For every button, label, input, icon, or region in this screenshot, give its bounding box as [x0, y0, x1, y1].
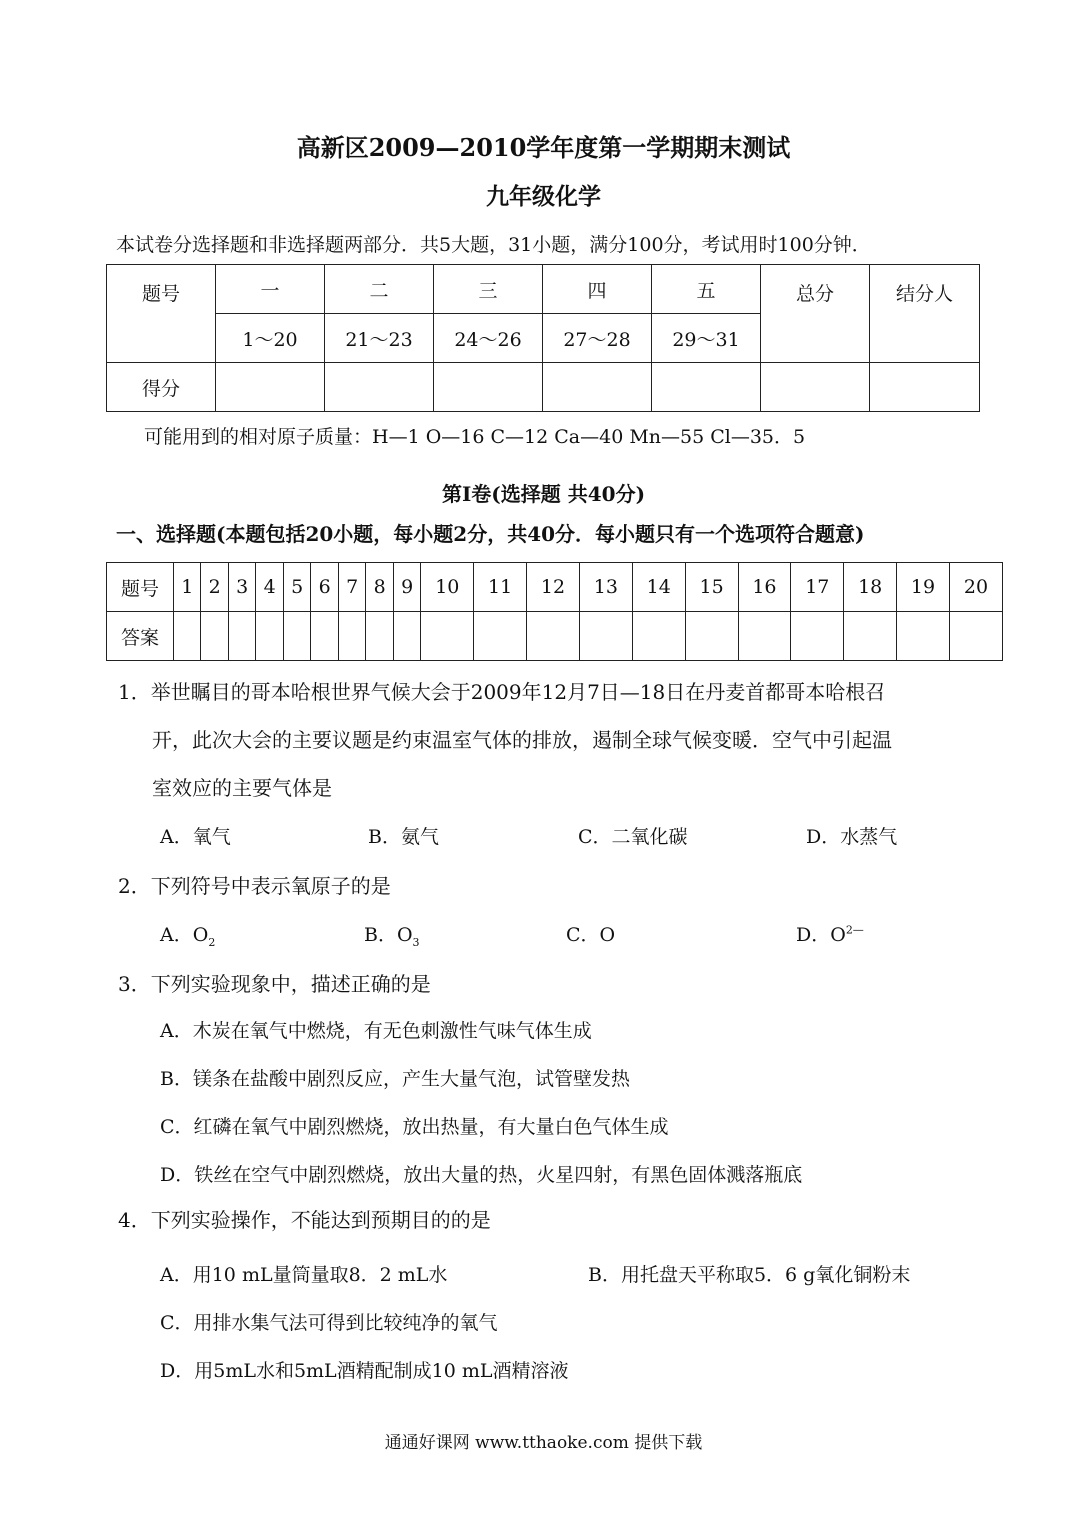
- answer-cell[interactable]: [366, 612, 393, 661]
- answer-table-number: 6: [311, 563, 338, 612]
- score-input-cell[interactable]: [325, 363, 434, 412]
- option-text: D．O: [796, 924, 846, 946]
- score-table-cell: 二: [325, 265, 434, 314]
- question-3-option-b[interactable]: B．镁条在盐酸中剧烈反应，产生大量气泡，试管壁发热: [160, 1068, 630, 1090]
- score-table: [106, 264, 980, 412]
- answer-cell[interactable]: [844, 612, 897, 661]
- answer-cell[interactable]: [311, 612, 338, 661]
- answer-table-number: 1: [174, 563, 201, 612]
- score-input-cell[interactable]: [870, 363, 980, 412]
- exam-subtitle: 九年级化学: [486, 183, 601, 210]
- answer-cell[interactable]: [256, 612, 283, 661]
- answer-cell[interactable]: [338, 612, 365, 661]
- answer-cell[interactable]: [949, 612, 1002, 661]
- section-instruction: 一、选择题(本题包括20小题，每小题2分，共40分．每小题只有一个选项符合题意): [116, 522, 865, 546]
- answer-table-number: 16: [738, 563, 791, 612]
- answer-table-label: 答案: [107, 612, 174, 661]
- question-2-option-d[interactable]: [796, 920, 864, 947]
- atomic-mass-note: 可能用到的相对原子质量：H—1 O—16 C—12 Ca—40 Mn—55 Cl—35．5: [144, 426, 806, 448]
- score-table-cell: 三: [434, 265, 543, 314]
- answer-table-number: 3: [228, 563, 255, 612]
- score-table-cell: 21～23: [325, 314, 434, 363]
- answer-cell[interactable]: [228, 612, 255, 661]
- score-table-cell: 27～28: [543, 314, 652, 363]
- score-table-cell: 29～31: [652, 314, 761, 363]
- score-table-cell: 四: [543, 265, 652, 314]
- answer-table-label: 题号: [107, 563, 174, 612]
- question-3-option-a[interactable]: A．木炭在氧气中燃烧，有无色刺激性气味气体生成: [160, 1020, 592, 1042]
- option-subscript: 3: [412, 935, 420, 949]
- question-1-option-c[interactable]: C．二氧化碳: [578, 826, 688, 848]
- answer-cell[interactable]: [174, 612, 201, 661]
- score-input-cell[interactable]: [216, 363, 325, 412]
- answer-table-number: 11: [474, 563, 527, 612]
- answer-cell[interactable]: [527, 612, 580, 661]
- question-1-line-1: 1．举世瞩目的哥本哈根世界气候大会于2009年12月7日—18日在丹麦首都哥本哈根召: [118, 680, 886, 704]
- score-input-cell[interactable]: [652, 363, 761, 412]
- question-3-option-d[interactable]: D．铁丝在空气中剧烈燃烧，放出大量的热，火星四射，有黑色固体溅落瓶底: [160, 1164, 803, 1186]
- answer-table-number: 2: [201, 563, 228, 612]
- score-table-cell: 结分人: [870, 265, 980, 363]
- answer-table-number: 15: [685, 563, 738, 612]
- answer-table-number: 12: [527, 563, 580, 612]
- answer-table-number: 5: [283, 563, 310, 612]
- option-text: A．O: [160, 924, 209, 946]
- answer-table-number: 9: [393, 563, 420, 612]
- question-2-stem: 2．下列符号中表示氧原子的是: [118, 874, 391, 898]
- question-3-option-c[interactable]: C．红磷在氧气中剧烈燃烧，放出热量，有大量白色气体生成: [160, 1116, 669, 1138]
- question-4-option-b[interactable]: B．用托盘天平称取5．6 g氧化铜粉末: [588, 1264, 911, 1286]
- question-4-option-c[interactable]: C．用排水集气法可得到比较纯净的氧气: [160, 1312, 498, 1334]
- question-1-option-a[interactable]: A．氧气: [160, 826, 231, 848]
- answer-cell[interactable]: [791, 612, 844, 661]
- answer-cell[interactable]: [421, 612, 474, 661]
- score-table-cell: 总分: [761, 265, 870, 363]
- option-text: B．O: [364, 924, 413, 946]
- answer-table-number: 10: [421, 563, 474, 612]
- answer-cell[interactable]: [685, 612, 738, 661]
- score-table-cell: 1～20: [216, 314, 325, 363]
- answer-cell[interactable]: [632, 612, 685, 661]
- score-table-cell: 五: [652, 265, 761, 314]
- exam-intro: 本试卷分选择题和非选择题两部分．共5大题，31小题，满分100分，考试用时100分钟．: [116, 234, 871, 256]
- question-1-line-2: 开，此次大会的主要议题是约束温室气体的排放，遏制全球气候变暖．空气中引起温: [152, 728, 892, 752]
- answer-table-number: 18: [844, 563, 897, 612]
- page-footer: 通通好课网 www.tthaoke.com 提供下载: [384, 1433, 703, 1453]
- answer-table-number: 19: [897, 563, 950, 612]
- question-4-option-a[interactable]: A．用10 mL量筒量取8．2 mL水: [160, 1264, 448, 1286]
- score-table-cell: 题号: [107, 265, 216, 363]
- question-2-option-a[interactable]: [160, 920, 215, 949]
- question-4-option-d[interactable]: D．用5mL水和5mL酒精配制成10 mL酒精溶液: [160, 1360, 569, 1382]
- answer-cell[interactable]: [201, 612, 228, 661]
- question-2-option-c[interactable]: [566, 920, 615, 947]
- answer-table-number: 4: [256, 563, 283, 612]
- question-4-stem: 4．下列实验操作，不能达到预期目的的是: [118, 1208, 491, 1232]
- score-table-cell: 得分: [107, 363, 216, 412]
- answer-cell[interactable]: [474, 612, 527, 661]
- score-input-cell[interactable]: [543, 363, 652, 412]
- answer-table-number: 17: [791, 563, 844, 612]
- question-3-stem: 3．下列实验现象中，描述正确的是: [118, 972, 431, 996]
- answer-cell[interactable]: [738, 612, 791, 661]
- answer-table: [106, 562, 1003, 661]
- question-1-option-d[interactable]: D．水蒸气: [806, 826, 898, 848]
- score-input-cell[interactable]: [761, 363, 870, 412]
- question-2-option-b[interactable]: [364, 920, 420, 949]
- answer-cell[interactable]: [897, 612, 950, 661]
- question-1-line-3: 室效应的主要气体是: [152, 776, 332, 800]
- answer-table-number: 20: [949, 563, 1002, 612]
- option-text: C．O: [566, 924, 616, 946]
- score-table-cell: 24～26: [434, 314, 543, 363]
- section-title: 第Ⅰ卷(选择题 共40分): [441, 482, 646, 506]
- answer-table-number: 14: [632, 563, 685, 612]
- score-table-cell: 一: [216, 265, 325, 314]
- answer-table-number: 8: [366, 563, 393, 612]
- score-input-cell[interactable]: [434, 363, 543, 412]
- option-subscript: 2: [208, 935, 216, 949]
- answer-table-number: 13: [579, 563, 632, 612]
- answer-table-number: 7: [338, 563, 365, 612]
- option-superscript: 2—: [845, 923, 864, 937]
- exam-title: 高新区2009—2010学年度第一学期期末测试: [296, 133, 791, 162]
- answer-cell[interactable]: [579, 612, 632, 661]
- answer-cell[interactable]: [283, 612, 310, 661]
- answer-cell[interactable]: [393, 612, 420, 661]
- question-1-option-b[interactable]: B．氨气: [368, 826, 439, 848]
